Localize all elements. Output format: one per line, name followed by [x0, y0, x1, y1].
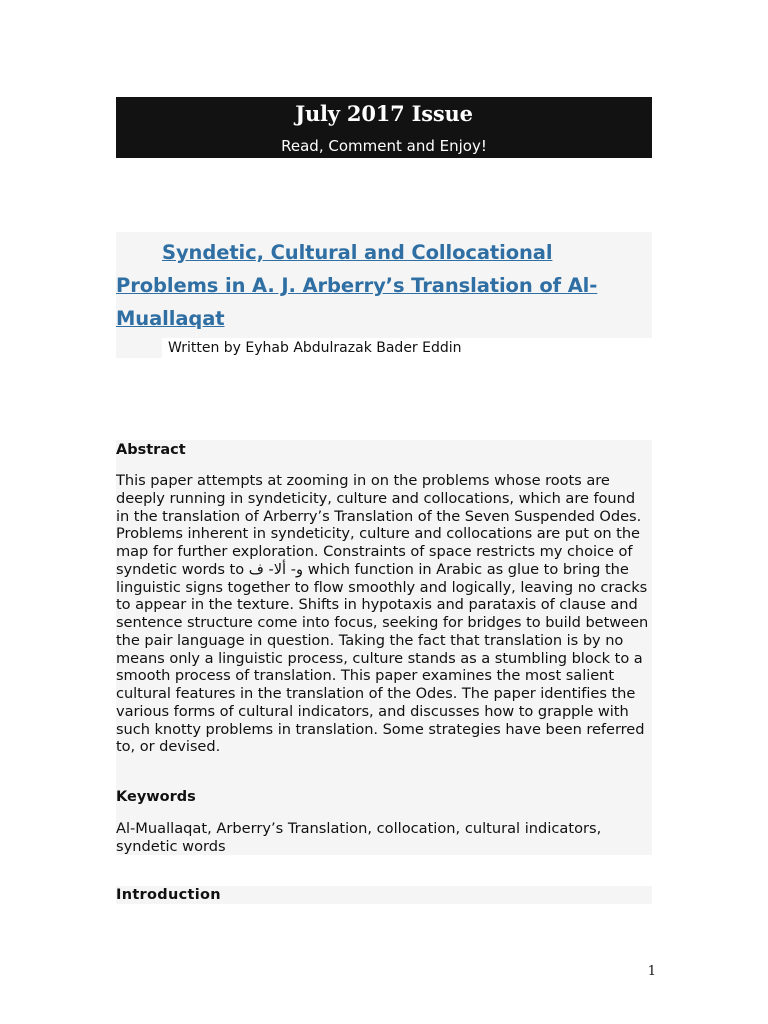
keywords-heading: Keywords — [116, 789, 196, 805]
article-header — [116, 232, 652, 358]
article-title-link[interactable]: Syndetic, Cultural and Collocational Problems in A. J. Arberry’s Translation of Al-Muallaqat — [116, 241, 598, 330]
introduction-heading: Introduction — [116, 887, 221, 903]
abstract-heading: Abstract — [116, 442, 186, 458]
article-byline: Written by Eyhab Abdulrazak Bader Eddin — [162, 338, 652, 358]
introduction-section — [116, 886, 652, 904]
issue-title: July 2017 Issue — [295, 101, 473, 126]
issue-subtitle: Read, Comment and Enjoy! — [281, 137, 487, 155]
issue-banner — [116, 97, 652, 158]
abstract-text: This paper attempts at zooming in on the problems whose roots are deeply running in syndeticity, culture and collocations, which are found in the translation of Arberry’s Translation of the Seven Suspended Odes. Problems inherent in syndeticity, culture and collocations are put on the map for further exploration. Constraints of space restricts my choice of syndetic words to و- ألا- ف which function in Arabic as glue to bring the linguistic signs together to flow smoothly and logically, leaving no cracks to appear in the texture. Shifts in hypotaxis and parataxis of clause and sentence structure come into focus, seeking for bridges to build between the pair language in question. Taking the fact that translation is by no means only a linguistic process, culture stands as a stumbling block to a smooth process of translation. This paper examines the most salient cultural features in the translation of the Odes. The paper identifies the various forms of cultural indicators, and discusses how to grapple with such knotty problems in translation. Some strategies have been referred to, or devised. — [116, 472, 649, 756]
page-number: 1 — [647, 964, 656, 979]
keywords-text: Al-Muallaqat, Arberry’s Translation, collocation, cultural indicators, syndetic words — [116, 820, 602, 855]
abstract-section — [116, 440, 652, 855]
